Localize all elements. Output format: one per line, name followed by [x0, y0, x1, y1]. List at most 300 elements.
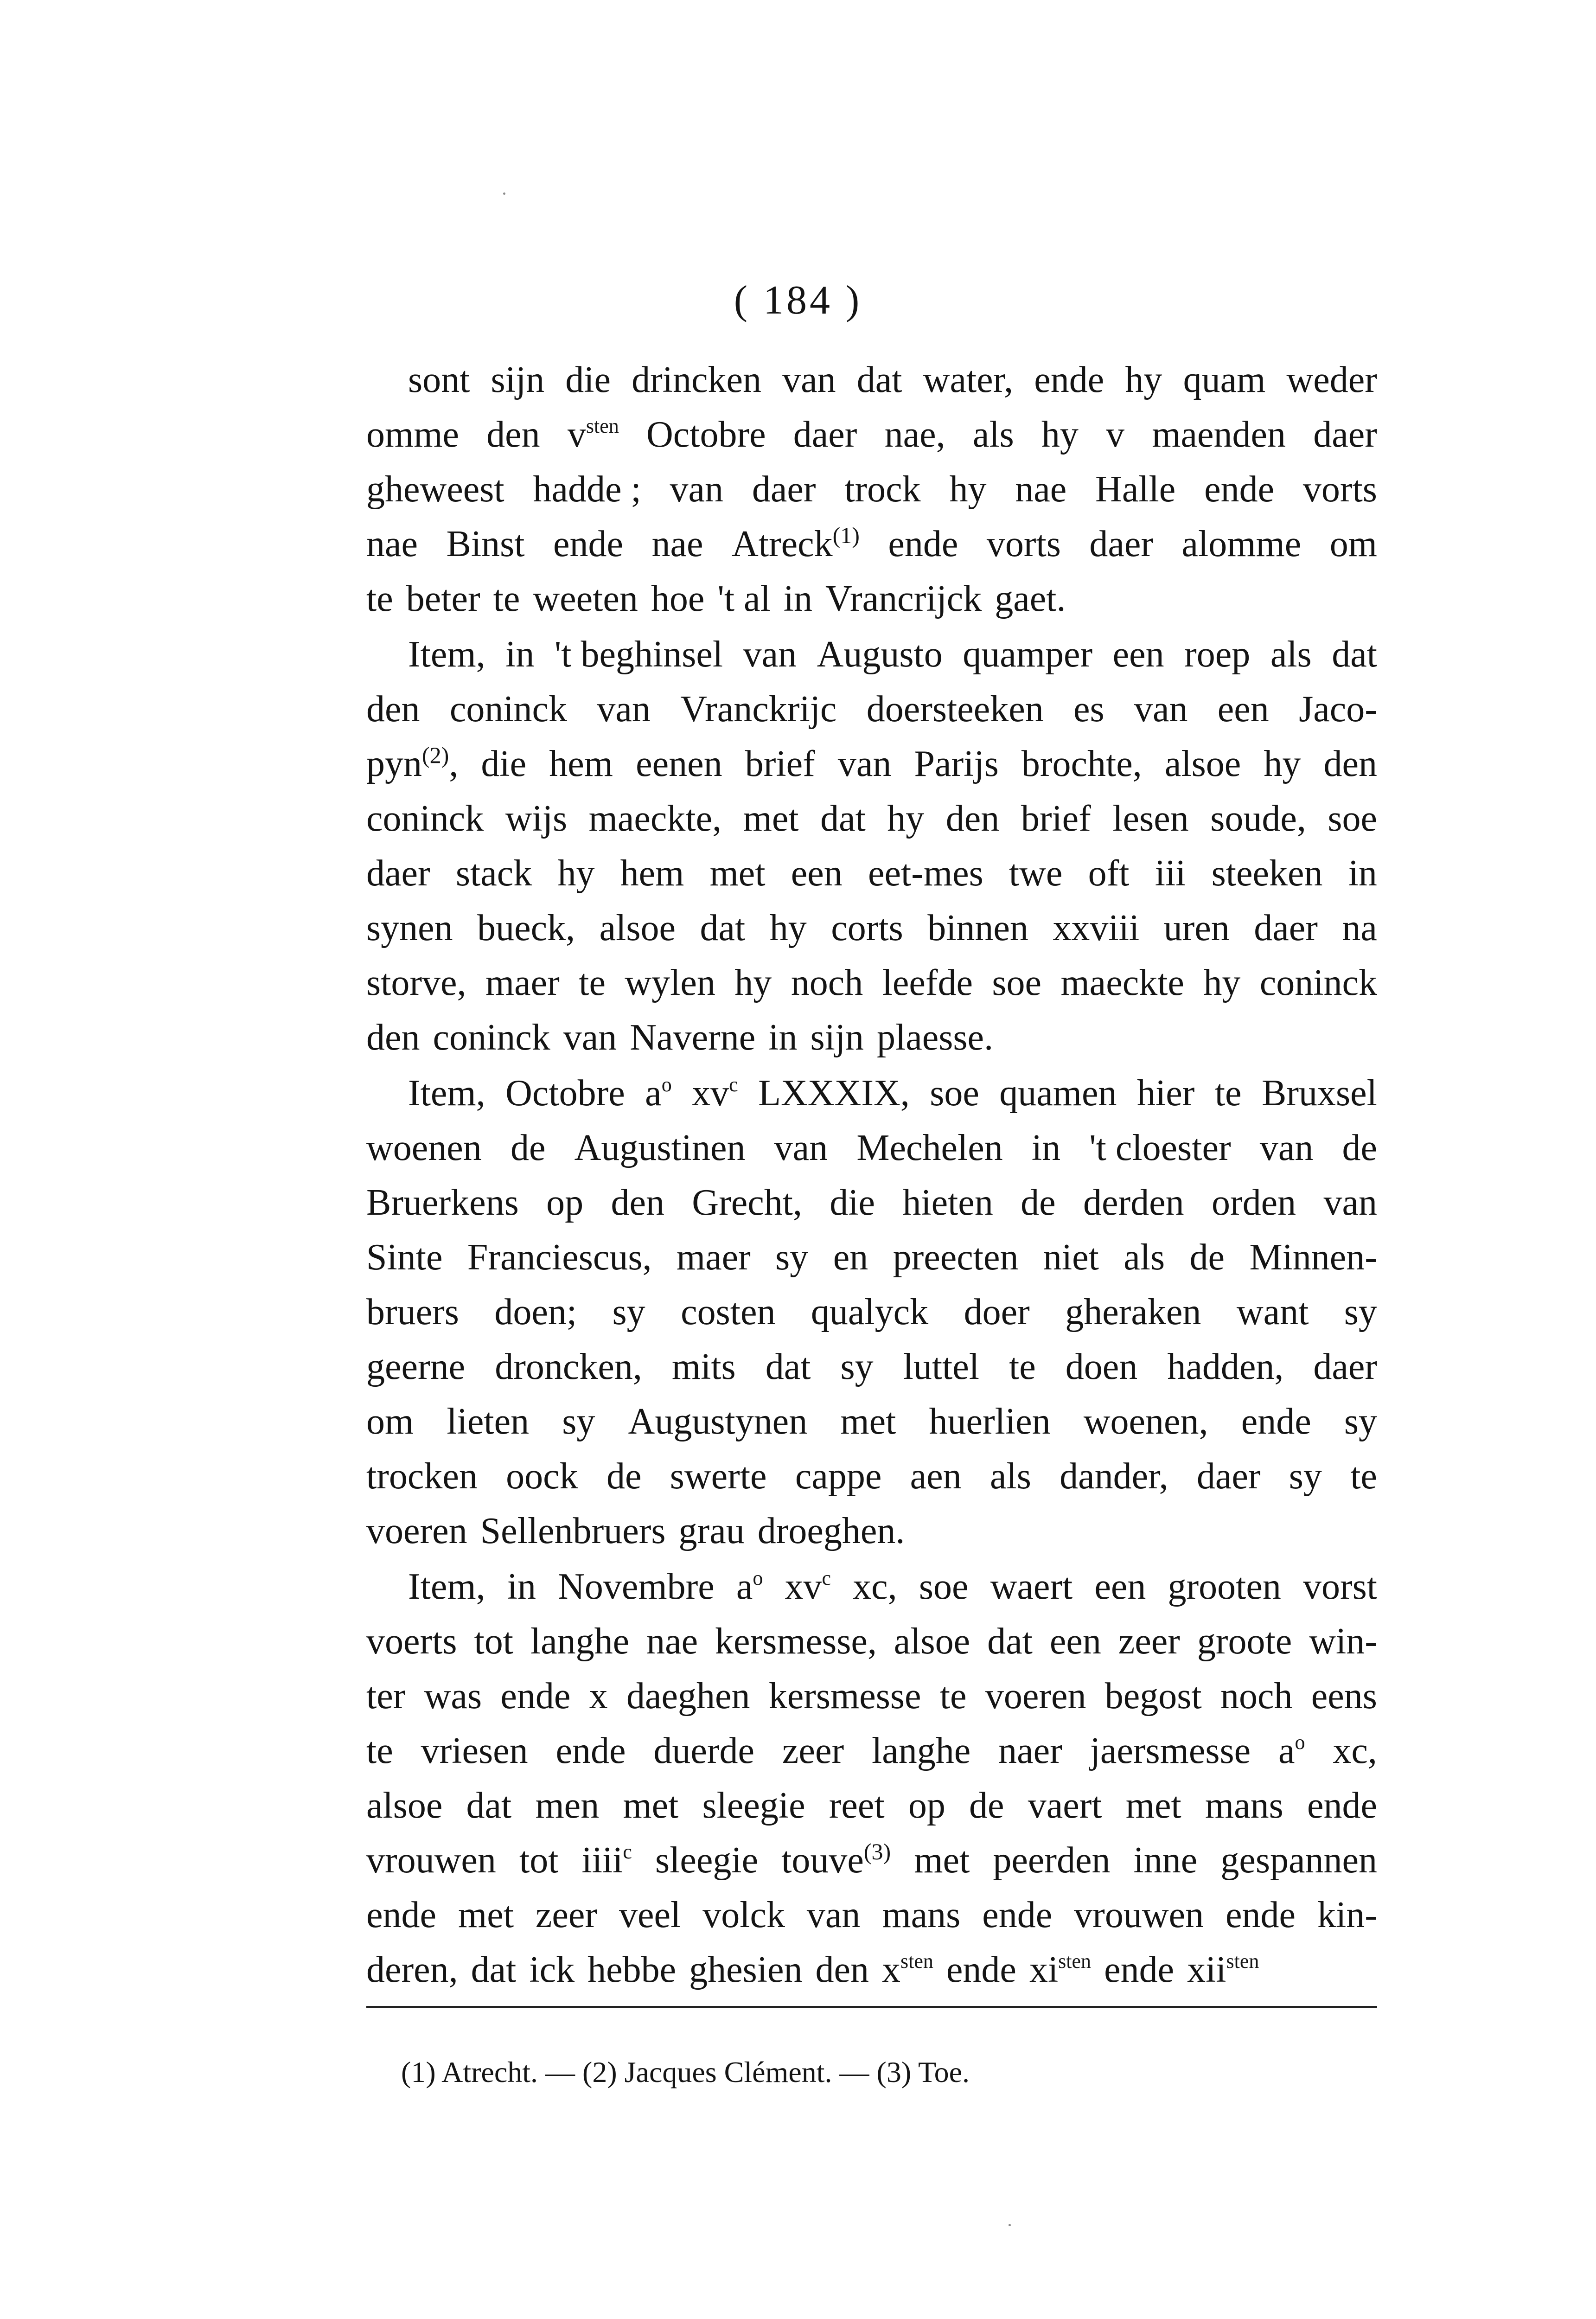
word: synen: [366, 908, 453, 948]
word: Bruxsel: [1262, 1073, 1377, 1114]
word: zeer: [1118, 1621, 1180, 1662]
word: voeren: [985, 1676, 1086, 1717]
word: hy: [734, 962, 772, 1003]
word: coninck: [366, 798, 484, 839]
word: preecten: [893, 1237, 1019, 1278]
word: na: [1342, 908, 1377, 948]
word: sijn: [810, 1017, 864, 1058]
word: woenen: [366, 1127, 482, 1168]
text-line: [366, 846, 1377, 901]
word: coninck: [449, 689, 568, 730]
word: uren: [1163, 908, 1230, 948]
word: den: [366, 689, 420, 730]
word: den: [611, 1182, 664, 1223]
word: in: [505, 634, 535, 675]
word: xii$^{sten}$: [1187, 1949, 1259, 1990]
word: volck: [702, 1895, 785, 1935]
word: mits: [671, 1346, 736, 1387]
word: quamen: [999, 1073, 1117, 1114]
word: eens: [1311, 1676, 1377, 1717]
word: stack: [455, 853, 532, 894]
word: soe: [930, 1073, 979, 1114]
word: huerlien: [929, 1401, 1051, 1442]
word: van: [1259, 1127, 1314, 1168]
word: vaert: [1028, 1785, 1102, 1826]
word: die: [830, 1182, 875, 1223]
word: LXXXIX,: [758, 1073, 910, 1114]
word: vorts: [1302, 469, 1377, 510]
word: gheweest: [366, 469, 504, 510]
word: hy: [1041, 414, 1079, 455]
text-line: [366, 1614, 1377, 1669]
word: binnen: [927, 908, 1028, 948]
word: om: [366, 1401, 414, 1442]
word: deren,: [366, 1949, 458, 1990]
word: hadde ;: [533, 469, 641, 510]
word: Grecht,: [692, 1182, 802, 1223]
word: hoe: [651, 578, 705, 619]
word: qualyck: [811, 1292, 929, 1332]
word: wijs: [505, 798, 568, 839]
word: soe: [992, 962, 1042, 1003]
word: hebbe: [587, 1949, 677, 1990]
word: brochte,: [1021, 743, 1142, 784]
word: hem: [620, 853, 684, 894]
word: dat: [471, 1949, 517, 1990]
word: daer: [1313, 414, 1377, 455]
word: daer: [1254, 908, 1318, 948]
word: kersmesse: [768, 1676, 921, 1717]
word: langhe: [530, 1621, 630, 1662]
text-line: [366, 1066, 1377, 1121]
word: ende: [366, 1895, 437, 1935]
word: den: [815, 1949, 869, 1990]
word: peerden: [993, 1840, 1111, 1881]
word: touve$^{(3)}$: [781, 1839, 891, 1881]
word: kin-: [1317, 1895, 1377, 1935]
word: grau: [678, 1511, 745, 1551]
word: gheraken: [1065, 1292, 1201, 1332]
word: vrouwen: [1074, 1895, 1204, 1935]
word: niet: [1043, 1237, 1099, 1278]
word: Parijs: [914, 743, 999, 784]
word: x: [589, 1676, 608, 1717]
word: ende: [1307, 1785, 1377, 1826]
word: $xi^{sten}$: [1029, 1949, 1092, 1990]
word: bueck,: [477, 908, 575, 948]
word: maeckte: [1060, 962, 1184, 1003]
word: dat: [765, 1346, 811, 1387]
text-line: [366, 1559, 1377, 1614]
text-line: [366, 737, 1377, 791]
word: van: [774, 1127, 828, 1168]
word: Item,: [408, 634, 485, 675]
word: mans: [882, 1895, 961, 1935]
word: beter: [406, 578, 480, 619]
word: te: [1009, 1346, 1036, 1387]
word: Octobre: [505, 1073, 625, 1114]
word: aen: [910, 1456, 962, 1497]
word: Bruerkens: [366, 1182, 519, 1223]
word: daer: [366, 853, 430, 894]
word: doer: [964, 1292, 1030, 1332]
word: brief: [1021, 798, 1091, 839]
word: coninck: [433, 1017, 550, 1058]
text-line: [366, 1230, 1377, 1285]
word: zeer: [535, 1895, 598, 1935]
word: den: [945, 798, 1000, 839]
word: Augustynen: [628, 1401, 808, 1442]
word: sont: [408, 359, 470, 400]
word: hy: [1264, 743, 1301, 784]
word: wylen: [625, 962, 715, 1003]
word: den: [486, 414, 540, 455]
word: $a^o$: [645, 1073, 672, 1114]
word: quam: [1183, 359, 1266, 400]
word: de: [1342, 1127, 1377, 1168]
text-line: [366, 1723, 1377, 1778]
word: Augustinen: [574, 1127, 746, 1168]
word: was: [424, 1676, 482, 1717]
word: soe: [919, 1566, 969, 1607]
word: coninck: [1259, 962, 1377, 1003]
word: van: [837, 743, 892, 784]
word: Jaco-: [1299, 689, 1377, 730]
word: begost: [1104, 1676, 1202, 1717]
word: inne: [1133, 1840, 1198, 1881]
word: ende: [1034, 359, 1104, 400]
word: lesen: [1112, 798, 1189, 839]
word: van: [743, 634, 797, 675]
text-line: [366, 1888, 1377, 1942]
word: nae,: [884, 414, 945, 455]
word: Item,: [408, 1073, 485, 1114]
word: sy: [562, 1401, 595, 1442]
word: te: [1350, 1456, 1377, 1497]
word: een: [1112, 634, 1164, 675]
word: Binst: [446, 524, 525, 564]
word: van: [597, 689, 651, 730]
text-line: [366, 1121, 1377, 1175]
word: hier: [1136, 1073, 1195, 1114]
word: hy: [949, 469, 987, 510]
word: hy: [887, 798, 925, 839]
word: dat: [700, 908, 746, 948]
word: voeren: [366, 1511, 467, 1551]
text-line: [366, 955, 1377, 1010]
word: Augusto: [817, 634, 943, 675]
word: ende: [1241, 1401, 1311, 1442]
word: de: [510, 1127, 546, 1168]
word: Octobre: [646, 414, 766, 455]
word: ende: [555, 1730, 626, 1771]
word: een: [1049, 1621, 1101, 1662]
text-line: [366, 1778, 1377, 1833]
word: met: [1125, 1785, 1181, 1826]
word: $xv^c$: [692, 1073, 738, 1114]
word: Sinte: [366, 1237, 443, 1278]
word: hieten: [902, 1182, 993, 1223]
word: gespannen: [1220, 1840, 1377, 1881]
word: es: [1073, 689, 1104, 730]
word: drincken: [632, 359, 761, 400]
word: tot: [519, 1840, 559, 1881]
word: van: [1323, 1182, 1377, 1223]
word: woenen,: [1083, 1401, 1208, 1442]
word: hadden,: [1167, 1346, 1284, 1387]
word: soe: [1328, 798, 1377, 839]
word: leefde: [882, 962, 973, 1003]
word: Item,: [408, 1566, 485, 1607]
word: daeghen: [626, 1676, 750, 1717]
word: nae: [1015, 469, 1067, 510]
word: trocken: [366, 1456, 478, 1497]
word: als: [990, 1456, 1031, 1497]
word: quamper: [963, 634, 1093, 675]
word: de: [606, 1456, 642, 1497]
word: van: [563, 1017, 617, 1058]
word: roep: [1184, 634, 1251, 675]
word: de: [969, 1785, 1004, 1826]
word: met: [458, 1895, 514, 1935]
word: xc,: [1333, 1730, 1377, 1771]
word: te: [939, 1676, 967, 1717]
word: geerne: [366, 1346, 466, 1387]
word: van: [806, 1895, 861, 1935]
text-line: [366, 1942, 1377, 1997]
footnote-divider: [366, 2006, 1377, 2008]
footnotes: (1) Atrecht. — (2) Jacques Clément. — (3) Toe.: [401, 2056, 970, 2088]
word: Minnen-: [1249, 1237, 1377, 1278]
word: lieten: [447, 1401, 530, 1442]
word: waert: [990, 1566, 1073, 1607]
word: alsoe: [366, 1785, 443, 1826]
word: te: [366, 1730, 393, 1771]
word: in: [783, 578, 813, 619]
paper-speck: [1009, 2224, 1011, 2226]
text-line: [366, 1339, 1377, 1394]
word: alsoe: [894, 1621, 970, 1662]
text-line: [366, 1175, 1377, 1230]
word: de: [1021, 1182, 1056, 1223]
word: hy: [1125, 359, 1162, 400]
word: tot: [474, 1621, 513, 1662]
word: maeckte,: [588, 798, 722, 839]
word: alomme: [1181, 524, 1302, 564]
text-line: [366, 627, 1377, 682]
word: hy: [557, 853, 595, 894]
word: om: [1329, 524, 1377, 564]
word: vorts: [986, 524, 1061, 564]
main-text: [366, 352, 1377, 1997]
word: bruers: [366, 1292, 459, 1332]
word: van: [670, 469, 724, 510]
word: sy: [1344, 1401, 1377, 1442]
word: Vrancrijck: [825, 578, 982, 619]
word: reet: [829, 1785, 885, 1826]
word: Mechelen: [856, 1127, 1003, 1168]
word: noch: [791, 962, 863, 1003]
word: doen: [1065, 1346, 1138, 1387]
word: Naverne: [630, 1017, 756, 1058]
word: ende: [1204, 469, 1275, 510]
word: op: [546, 1182, 584, 1223]
word: in: [1348, 853, 1377, 894]
word: maenden: [1152, 414, 1286, 455]
word: daer: [1089, 524, 1154, 564]
word: eenen: [636, 743, 722, 784]
word: hem: [549, 743, 613, 784]
word: dat: [987, 1621, 1033, 1662]
word: sleegie: [655, 1840, 759, 1881]
word: sy: [612, 1292, 645, 1332]
text-line: [366, 1833, 1377, 1888]
word: naer: [998, 1730, 1062, 1771]
word: corts: [831, 908, 903, 948]
word: in: [768, 1017, 798, 1058]
word: dat: [1332, 634, 1377, 675]
word: $a^o$: [1278, 1730, 1305, 1771]
word: storve,: [366, 962, 466, 1003]
word: soude,: [1210, 798, 1306, 839]
word: den: [366, 1017, 420, 1058]
word: kersmesse,: [715, 1621, 877, 1662]
paper-speck: [503, 192, 505, 195]
word: nae: [366, 524, 418, 564]
word: sy: [840, 1346, 874, 1387]
word: nae: [651, 524, 703, 564]
text-line: [366, 791, 1377, 846]
word: 't cloester: [1089, 1127, 1231, 1168]
text-line: [366, 1669, 1377, 1723]
word: vorst: [1303, 1566, 1377, 1607]
word: ghesien: [689, 1949, 803, 1990]
word: droncken,: [495, 1346, 642, 1387]
word: sleegie: [702, 1785, 805, 1826]
word: ick: [529, 1949, 575, 1990]
text-line: [366, 407, 1377, 462]
word: maer: [676, 1237, 751, 1278]
word: hy: [769, 908, 807, 948]
word: ende: [888, 524, 958, 564]
word: men: [535, 1785, 600, 1826]
word: te: [579, 962, 606, 1003]
word: in: [1031, 1127, 1061, 1168]
word: want: [1236, 1292, 1309, 1332]
text-line: [366, 462, 1377, 517]
word: daer: [793, 414, 857, 455]
word: met: [743, 798, 799, 839]
word: een: [791, 853, 843, 894]
word: weeten: [533, 578, 638, 619]
word: nae: [646, 1621, 698, 1662]
text-line: [366, 517, 1377, 571]
word: met: [623, 1785, 679, 1826]
word: luttel: [903, 1346, 980, 1387]
word: dat: [466, 1785, 512, 1826]
word: mans: [1205, 1785, 1283, 1826]
word: Halle: [1095, 469, 1176, 510]
word: sijn: [491, 359, 545, 400]
word: ende: [946, 1949, 1016, 1990]
word: xc,: [853, 1566, 897, 1607]
word: te: [1214, 1073, 1242, 1114]
word: derden: [1083, 1182, 1184, 1223]
word: jaersmesse: [1090, 1730, 1251, 1771]
word: met: [709, 853, 766, 894]
word: op: [908, 1785, 945, 1826]
word: plaesse.: [877, 1017, 994, 1058]
word: sy: [1344, 1292, 1377, 1332]
word: $a^o$: [736, 1566, 763, 1607]
word: water,: [923, 359, 1014, 400]
word: de: [1189, 1237, 1225, 1278]
word: als: [1124, 1237, 1165, 1278]
text-line: [366, 352, 1377, 407]
word: te: [493, 578, 520, 619]
word: duerde: [653, 1730, 755, 1771]
word: iiii$^c$: [581, 1840, 632, 1881]
word: ende: [1104, 1949, 1175, 1990]
word: doen;: [494, 1292, 577, 1332]
word: 't beghinsel: [554, 634, 723, 675]
word: veel: [619, 1895, 681, 1935]
word: brief: [745, 743, 815, 784]
word: oft: [1088, 853, 1130, 894]
word: v: [1106, 414, 1125, 455]
word: een: [1217, 689, 1269, 730]
word: ende: [1226, 1895, 1296, 1935]
text-line: [366, 1010, 1377, 1065]
word: dander,: [1060, 1456, 1168, 1497]
text-line: [366, 1394, 1377, 1449]
word: 't al: [717, 578, 771, 619]
word: sy: [775, 1237, 809, 1278]
word: als: [972, 414, 1014, 455]
word: voerts: [366, 1621, 457, 1662]
word: omme: [366, 414, 459, 455]
word: vriesen: [421, 1730, 528, 1771]
word: twe: [1009, 853, 1063, 894]
page-number: ( 184 ): [734, 278, 862, 323]
word: daer: [1313, 1346, 1377, 1387]
word: en: [833, 1237, 868, 1278]
word: vrouwen: [366, 1840, 496, 1881]
word: zeer: [782, 1730, 844, 1771]
word: ende: [500, 1676, 571, 1717]
word: van: [782, 359, 836, 400]
word: daer: [1196, 1456, 1261, 1497]
word: iii: [1155, 853, 1186, 894]
word: Vranckrijc: [680, 689, 837, 730]
word: weder: [1286, 359, 1377, 400]
word: dat: [820, 798, 866, 839]
word: maer: [485, 962, 560, 1003]
word: in: [507, 1566, 536, 1607]
word: van: [1134, 689, 1188, 730]
word: langhe: [871, 1730, 971, 1771]
text-line: [366, 1449, 1377, 1504]
word: te: [366, 578, 393, 619]
word: orden: [1211, 1182, 1296, 1223]
word: die: [481, 743, 527, 784]
word: daer: [752, 469, 816, 510]
word: $xv^c$: [785, 1566, 831, 1607]
word: trock: [844, 469, 921, 510]
word: ende: [982, 1895, 1053, 1935]
word: sy: [1289, 1456, 1322, 1497]
word: oock: [506, 1456, 578, 1497]
